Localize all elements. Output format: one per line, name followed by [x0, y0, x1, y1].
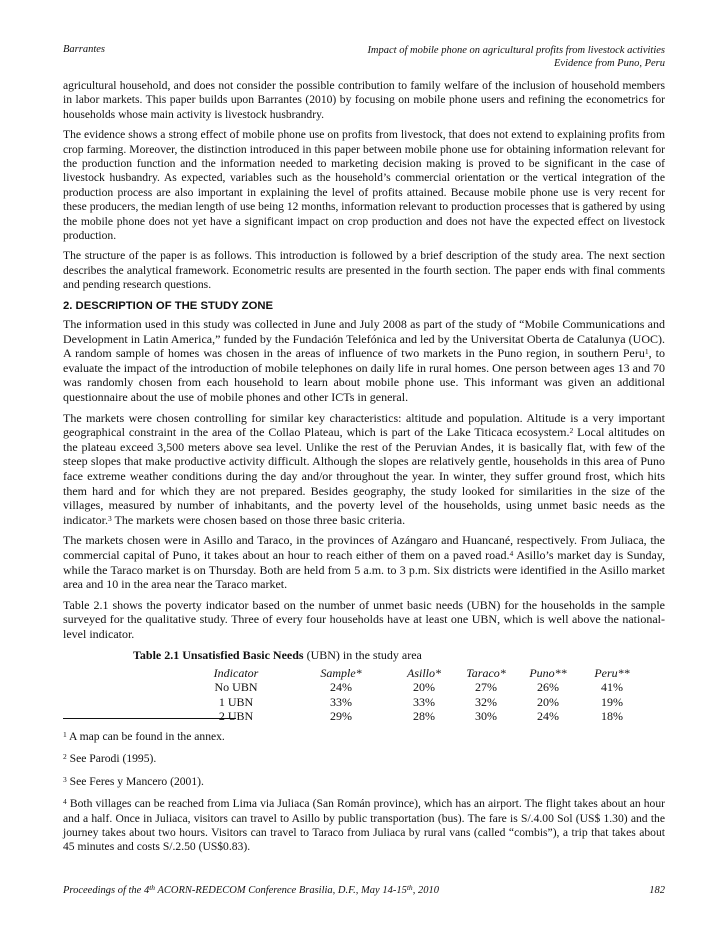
table-cell: 20%: [413, 680, 435, 695]
table-cell: 28%: [413, 709, 435, 724]
footnote-ref-2[interactable]: 2: [569, 426, 574, 436]
table-header-cell: Sample*: [320, 665, 362, 680]
table-cell: 24%: [330, 680, 352, 695]
table-cell: 29%: [330, 709, 352, 724]
footnote-number: 1: [63, 730, 67, 739]
table-row: [183, 709, 645, 723]
table-cell: 1 UBN: [218, 694, 254, 709]
table-cell: 33%: [330, 694, 352, 709]
table-cell: 2 UBN: [218, 709, 254, 724]
running-header-author: Barrantes: [63, 44, 105, 55]
footnote-number: 3: [63, 774, 67, 784]
footnote-ref-3[interactable]: 3: [108, 513, 112, 523]
table-row: [183, 680, 645, 694]
table-cell: No UBN: [214, 680, 258, 695]
section-heading: 2. DESCRIPTION OF THE STUDY ZONE: [63, 299, 274, 312]
table-cell: 19%: [601, 694, 623, 709]
table-cell: 41%: [601, 680, 623, 695]
footnote-1: [63, 730, 665, 744]
table-row: [183, 695, 645, 709]
table-cell: 27%: [475, 680, 497, 695]
page-number: 182: [649, 885, 665, 896]
running-header-title-line1: Impact of mobile phone on agricultural profits from livestock activities: [367, 45, 665, 56]
table-caption-bold: Table 2.1 Unsatisfied Basic Needs: [133, 647, 304, 662]
footnotes: [63, 730, 665, 863]
footnote-ref-4[interactable]: 4: [509, 549, 514, 558]
footnote-4: [63, 797, 665, 855]
footer-sup-2: th: [406, 883, 413, 892]
ubn-table: [183, 666, 645, 724]
table-header-cell: Taraco*: [466, 665, 506, 680]
table-cell: 32%: [475, 694, 497, 709]
table-header-row: [183, 666, 645, 680]
paragraph-5-text-a: The markets were chosen controlling for similar key characteristics: altitude and population. Altitude is a very important geographical constraint in the area of the Collao Plateau, which is part of the Lake Titicaca ecosystem.: [63, 410, 665, 440]
table-cell: 20%: [537, 694, 559, 709]
footnote-number: 2: [63, 752, 67, 762]
paragraph-5-text-b: Local altitudes on the plateau exceed 3,500 meters above sea level. Unlike the rest of the Peruvian Andes, it is basically flat, with few of the steep slopes that make productive activity difficult. Although the slopes are relatively gentle, households in this area of Puno face extreme weather conditions during the day and/or throughout the year. In winter, they suffer ground frost, which hits them hard and for which they are not prepared. Besides geography, the study looked for similarities in the size of the villages, measured by number of inhabitants, and the poverty level of the households, using unmet basic needs as the indicator.: [63, 425, 665, 527]
table-cell: 26%: [537, 680, 559, 695]
table-cell: 24%: [537, 709, 559, 724]
footnote-text: See Parodi (1995).: [66, 752, 157, 766]
table-cell: 30%: [475, 709, 497, 724]
footnote-number: 4: [63, 797, 67, 807]
footer-text-c: , 2010: [412, 885, 439, 896]
paragraph-5: [63, 411, 665, 528]
paragraph-4-text-b: , to evaluate the impact of the introduction of mobile telephones on daily life in rural homes. One person between ages 13 and 70 was randomly chosen from each household to learn about mobile phone use. This informant was given an additional questionnaire about the use of mobile phones and other ICTs in general.: [63, 346, 665, 405]
paragraph-5-text-c: The markets were chosen based on those three basic criteria.: [111, 512, 406, 527]
table-caption: [133, 648, 665, 662]
paragraph-7: Table 2.1 shows the poverty indicator based on the number of unmet basic needs (UBN) for the households in the sample surveyed for the qualitative study. Three of every four households have at least one UBN, which is well above the national-level indicator.: [63, 597, 665, 641]
table-cell: 33%: [413, 694, 435, 709]
paragraph-6: [63, 533, 665, 591]
paragraph-6-text-b: Asillo’s market day is Sunday, while the Taraco market is on Thursday. Both are held from 5 a.m. to 3 p.m. Six districts were identified in the Asillo market area and 10 in the area near the Taraco market.: [63, 548, 666, 592]
footer-text-b: ACORN-REDECOM Conference Brasilia, D.F., May 14-15: [155, 885, 407, 896]
running-header-title-line2: Evidence from Puno, Peru: [554, 58, 665, 69]
footnote-divider: [63, 718, 236, 719]
table-header-cell: Indicator: [213, 665, 259, 680]
body-content: [63, 79, 665, 724]
table-caption-rest: (UBN) in the study area: [303, 647, 422, 662]
paragraph-2: The evidence shows a strong effect of mobile phone use on profits from livestock, that does not extend to explaining profits from crop farming. Moreover, the distinction introduced in this paper between mobile phone use for obtaining information relevant for the production function and the information needed to marketing decision making is proved to be significant in the case of livestock husbandry. As expected, variables such as the household’s commercial orientation or the vertical integration of the production process are also important in explaining the level of profits attained. Because mobile phone use is very recent for these producers, the median length of use being 12 months, information relevant to production processes that is gathered by using the mobile phone does not yet have a significant impact on crop production and does not have the expected effect on livestock production.: [63, 128, 665, 243]
paragraph-4: [63, 317, 665, 405]
table-header-cell: Peru**: [594, 665, 630, 680]
footer-text-a: Proceedings of the 4: [63, 885, 150, 896]
running-footer-conference: [63, 885, 439, 896]
paragraph-6-text-a: The markets chosen were in Asillo and Taraco, in the provinces of Azángaro and Huancané, respectively. From Juliaca, the commercial capital of Puno, it takes about an hour to reach either of them on a paved road.: [63, 533, 665, 562]
paragraph-4-text-a: The information used in this study was collected in June and July 2008 as part of the study of “Mobile Communications and Development in Latin America,” funded by the Fundación Telefónica and led by the Universitat Oberta de Catalunya (UOC). A random sample of homes was chosen in the areas of influence of two markets in the Puno region, in southern Peru: [63, 317, 665, 361]
footnote-3: [63, 775, 665, 789]
table-header-cell: Asillo*: [406, 665, 441, 680]
running-header-title: [245, 44, 665, 70]
paragraph-3: The structure of the paper is as follows. This introduction is followed by a brief description of the study area. The next section describes the analytical framework. Econometric results are presented in the fourth section. The paper ends with final comments and pending research questions.: [63, 249, 665, 292]
footnote-2: [63, 752, 665, 766]
footer-sup-1: th: [149, 883, 156, 892]
footnote-text: A map can be found in the annex.: [66, 730, 225, 743]
footnote-ref-1[interactable]: 1: [644, 347, 649, 357]
footnote-text: Both villages can be reached from Lima via Juliaca (San Román province), which has an airport. The flight takes about an hour and a half. Once in Juliaca, visitors can travel to Asillo by public transportation (bus). The fare is S/.4.00 Sol (US$ 1.30) and the journey takes about two hours. Visitors can travel to Taraco from Juliaca by rural vans (called “combis”), a trip that takes about 45 minutes and costs S/.2.50 (US$0.83).: [63, 797, 665, 854]
paragraph-1: agricultural household, and does not consider the possible contribution to family welfare of the inclusion of household members in labor markets. This paper builds upon Barrantes (2010) by focusing on mobile phone users and refining the econometrics for households whose main activity is livestock husbrandry.: [63, 79, 665, 121]
footnote-text: See Feres y Mancero (2001).: [66, 774, 204, 788]
table-header-cell: Puno**: [529, 665, 567, 680]
table-cell: 18%: [601, 709, 623, 724]
